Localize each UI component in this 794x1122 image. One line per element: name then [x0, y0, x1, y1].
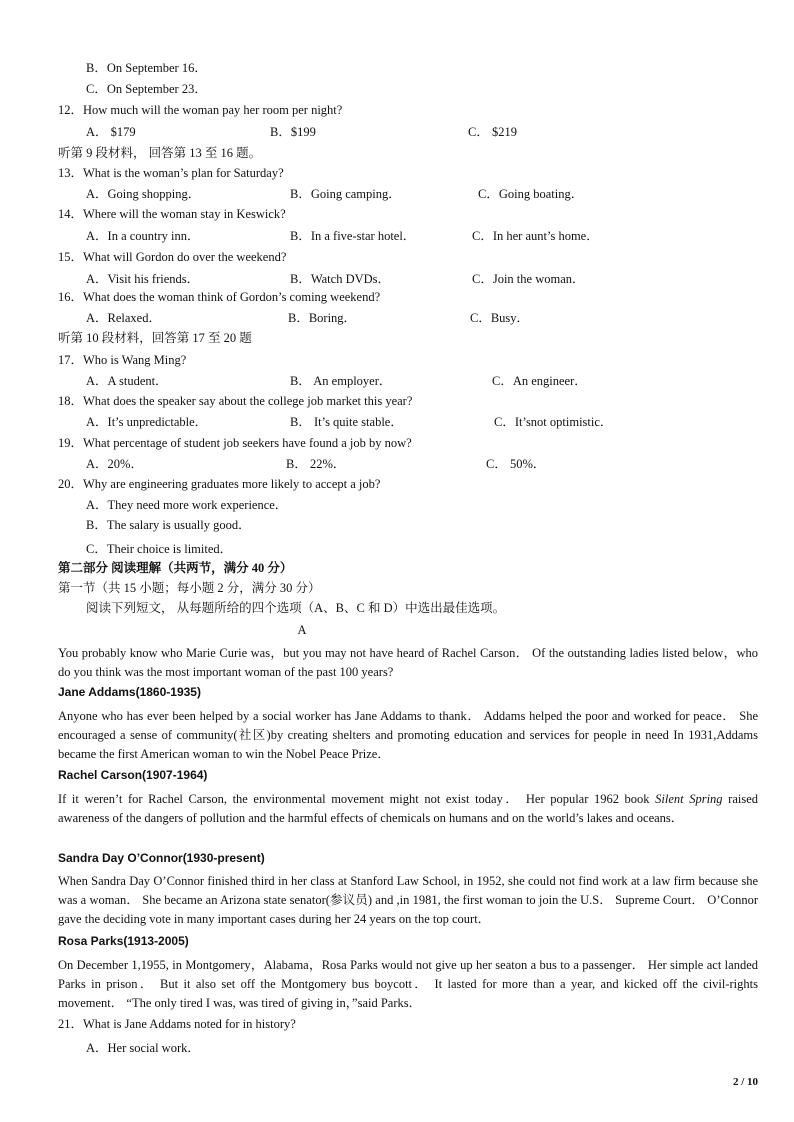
- q15-option-c: C．Join the woman．: [472, 272, 585, 286]
- page-number: 2 / 10: [732, 1076, 758, 1088]
- section9-heading: 听第 9 段材料， 回答第 13 至 16 题。: [58, 146, 262, 160]
- q19-stem: 19．What percentage of student job seekers have found a job by now?: [58, 436, 412, 450]
- oconnor-paragraph: When Sandra Day O’Connor finished third in her class at Stanford Law School, in 1952, she could not find work at a law firm because she was a woman． She became an Arizona state senator(参议员) and ,in 1981, the first woman to join the U.S． Supreme Court． O’Connor gave the deciding vote in many important cases during her 24 years on the top court．: [58, 874, 758, 926]
- q12-option-b: B．$199: [270, 125, 316, 139]
- q20-stem: 20．Why are engineering graduates more likely to accept a job?: [58, 477, 381, 491]
- q19-option-a: A．20%．: [86, 457, 143, 471]
- q16-option-b: B．Boring．: [288, 311, 357, 325]
- q13-option-a: A．Going shopping．: [86, 187, 201, 201]
- q12-option-a: A． $179: [86, 125, 136, 139]
- q14-option-b: B．In a five-star hotel．: [290, 229, 416, 243]
- q14-option-a: A．In a country inn．: [86, 229, 200, 243]
- parks-paragraph: On December 1,1955, in Montgomery，Alabama，Rosa Parks would not give up her seaton a bus to a passenger． Her simple act landed Parks in prison． But it also set off the Montgomery bus boycott． It lasted for more than a year, and kicked off the civil-rights movement． “The only tired I was, was tired of giving in，”said Parks．: [58, 958, 758, 1010]
- passage-label: A: [297, 623, 307, 637]
- reading-instruction: 阅读下列短文， 从每题所给的四个选项（A、B、C 和 D）中选出最佳选项。: [86, 601, 506, 615]
- carson-heading: Rachel Carson(1907-1964): [58, 768, 208, 782]
- q18-stem: 18．What does the speaker say about the college job market this year?: [58, 394, 413, 408]
- q17-option-c: C．An engineer．: [492, 374, 587, 388]
- q15-option-b: B．Watch DVDs．: [290, 272, 391, 286]
- q12-option-c: C． $219: [468, 125, 517, 139]
- oconnor-heading: Sandra Day O’Connor(1930-present): [58, 851, 265, 865]
- q16-option-c: C．Busy．: [470, 311, 530, 325]
- q18-option-c: C．It’snot optimistic．: [494, 415, 613, 429]
- q21-stem: 21．What is Jane Addams noted for in history?: [58, 1017, 296, 1031]
- q15-option-a: A．Visit his friends．: [86, 272, 200, 286]
- q17-option-a: A．A student．: [86, 374, 168, 388]
- carson-text-part2: raised awareness of the dangers of pollution and the harmful effects of chemicals on humans and on the world’s lakes and oceans．: [58, 792, 758, 825]
- part-two-title: 第二部分 阅读理解（共两节，满分 40 分）: [58, 561, 293, 575]
- addams-heading: Jane Addams(1860-1935): [58, 685, 201, 699]
- q20-option-b: B．The salary is usually good．: [86, 518, 251, 532]
- q17-option-b: B． An employer．: [290, 374, 392, 388]
- q13-stem: 13．What is the woman’s plan for Saturday?: [58, 166, 284, 180]
- section10-heading: 听第 10 段材料，回答第 17 至 20 题: [58, 331, 252, 345]
- q20-option-c: C．Their choice is limited．: [86, 542, 233, 556]
- q19-option-b: B． 22%．: [286, 457, 346, 471]
- parks-heading: Rosa Parks(1913-2005): [58, 934, 189, 948]
- q11-option-b: B．On September 16．: [86, 61, 207, 75]
- passage-intro: You probably know who Marie Curie was，but you may not have heard of Rachel Carson． Of the outstanding ladies listed below，who do you think was the most important woman of the past 100 years?: [58, 646, 758, 679]
- q18-option-a: A．It’s unpredictable．: [86, 415, 208, 429]
- q17-stem: 17．Who is Wang Ming?: [58, 353, 187, 367]
- q11-option-c: C．On September 23．: [86, 82, 207, 96]
- q21-option-a: A．Her social work．: [86, 1041, 200, 1055]
- carson-text-part1: If it weren’t for Rachel Carson, the environmental movement might not exist today． Her popular 1962 book: [58, 792, 656, 806]
- carson-paragraph: [58, 790, 758, 828]
- q19-option-c: C． 50%．: [486, 457, 546, 471]
- q13-option-c: C．Going boating．: [478, 187, 584, 201]
- carson-book-title: Silent Spring: [655, 792, 723, 806]
- q14-stem: 14．Where will the woman stay in Keswick?: [58, 207, 286, 221]
- q18-option-b: B． It’s quite stable．: [290, 415, 403, 429]
- q16-option-a: A．Relaxed．: [86, 311, 161, 325]
- q16-stem: 16．What does the woman think of Gordon’s coming weekend?: [58, 290, 381, 304]
- q12-stem: 12．How much will the woman pay her room per night?: [58, 103, 343, 117]
- q13-option-b: B．Going camping．: [290, 187, 401, 201]
- addams-paragraph: Anyone who has ever been helped by a social worker has Jane Addams to thank． Addams helped the poor and worked for peace． She encouraged a sense of community(社区)by creating shelters and promoting education and services for people in need In 1931,Addams became the first American woman to win the Nobel Peace Prize．: [58, 709, 758, 761]
- section-one-heading: 第一节（共 15 小题；每小题 2 分，满分 30 分）: [58, 581, 321, 595]
- q14-option-c: C．In her aunt’s home．: [472, 229, 599, 243]
- q15-stem: 15．What will Gordon do over the weekend?: [58, 250, 287, 264]
- q20-option-a: A．They need more work experience．: [86, 498, 288, 512]
